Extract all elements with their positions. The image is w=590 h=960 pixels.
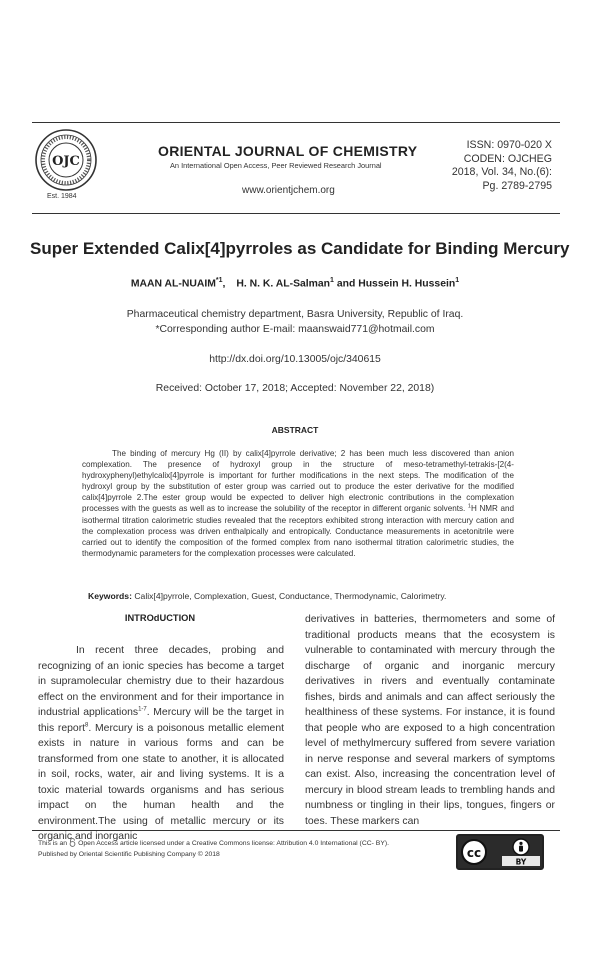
corresponding-author: *Corresponding author E-mail: maanswaid771@hotmail.com	[155, 324, 435, 335]
license-text: Open Access article licensed under a Creative Commons license: Attribution 4.0 International (CC- BY).	[78, 840, 390, 847]
journal-title: ORIENTAL JOURNAL OF CHEMISTRY	[158, 143, 418, 159]
doi-link[interactable]: http://dx.doi.org/10.13005/ojc/340615	[209, 354, 381, 365]
abstract-text: The binding of mercury Hg (II) by calix[4]pyrrole derivative; 2 has been much less discovered than anion complexation. The presence of hydroxyl group in the structure of meso-tetramethyl-tetrakis-[2(4-hydroxyphenyl)ethylcalix[4]pyrrole is important for further modifications in the next steps. The modification of the hydroxyl group by the substitution of ester group was carried out to produce the ester derivative for the modified calix[4]pyrrole 2.The ester group would be expected to deliver high electronic contributions in the complexation processes with the guests as well as to increase the solubility of the receptor in different organic solvents. $^1$H NMR and isothermal titration calorimetric studies revealed that the receptors exhibited strong interaction with mercury cation and the complexation process was driven enthalpically and entropically. Conductance measurements in acetonitrile were carried out to identify the composition of the formed complex from nano isothermal titration calorimetric studies, the thermodynamic parameters for the complexation processes were calculated.	[82, 449, 515, 558]
coden: CODEN: OJCHEG	[463, 152, 552, 165]
cc-logo-text: cc	[466, 846, 482, 860]
abstract-heading: ABSTRACT	[271, 425, 319, 435]
keywords	[88, 591, 528, 601]
license-text-pre: This is an	[38, 840, 68, 847]
header-top-rule	[32, 122, 560, 123]
keywords-text: Calix[4]pyrrole, Complexation, Guest, Conductance, Thermodynamic, Calorimetry.	[134, 591, 447, 601]
body-column-left: In recent three decades, probing and recognizing of an ionic species has become a target in supramolecular chemistry due to their hazardous effect on the environment and for their importance in industrial applications$^{1-7}$. Mercury will be the target in this report$^8$. Mercury is a poisonous metallic element exists in nature in various forms and can be transformed from one state to another, it is allocated in soil, rocks, water, air and living systems. It is a toxic material towards organisms and has serious impact on the human health and the environment.The using of metallic mercury or its organic and inorganic	[38, 645, 284, 842]
footer-rule	[32, 830, 560, 831]
publisher-line: Published by Oriental Scientific Publishing Company © 2018	[38, 851, 220, 858]
issn: ISSN: 0970-020 X	[466, 139, 552, 151]
paper-title: Super Extended Calix[4]pyrroles as Candidate for Binding Mercury	[30, 239, 570, 258]
author-conjunction: and	[336, 278, 356, 290]
journal-info	[402, 139, 552, 193]
logo-text: OJC	[52, 154, 80, 169]
header-bottom-rule	[32, 213, 560, 214]
received-accepted-dates: Received: October 17, 2018; Accepted: November 22, 2018)	[155, 383, 435, 394]
license-footer	[38, 838, 438, 860]
author-name: Hussein H. Hussein	[358, 278, 456, 290]
author-affil-mark: *1	[215, 277, 223, 284]
cc-by-license-badge[interactable]	[456, 834, 544, 870]
body-column-right: derivatives in batteries, thermometers and some of traditional products means that the ecosystem is vulnerable to contaminated with mercury through the discharge of organic and inorganic mercury derivatives in rivers and eventually contaminate fishes, birds and animals and can affect seriously the healthiness of these systems. For instance, it is found that people who are exposed to a high concentration level of methylmercury suffered from severe variation in nerve response and several markers of symptoms can exist. Also, increasing the concentration level of mercury in blood stream leads to trembling hands and numbness or tingling in their lips, tongues, fingers or toes. These markers can	[305, 614, 555, 827]
author-name: MAAN AL-NUAIM	[130, 278, 216, 290]
introduction-heading: INTROdUCTION	[124, 613, 196, 623]
journal-logo-icon	[34, 128, 98, 192]
author-affil-mark: 1	[330, 277, 334, 284]
keywords-label: Keywords:	[88, 591, 132, 601]
affiliation: Pharmaceutical chemistry department, Basra University, Republic of Iraq.	[126, 309, 464, 320]
journal-website-link[interactable]: www.orientjchem.org	[242, 185, 335, 196]
volume-issue: 2018, Vol. 34, No.(6):	[451, 166, 552, 179]
page-range: Pg. 2789-2795	[482, 179, 552, 192]
journal-subtitle: An International Open Access, Peer Reviewed Research Journal	[170, 161, 382, 170]
established-year: Est. 1984	[47, 193, 77, 200]
author-name: H. N. K. AL-Salman	[236, 278, 331, 290]
author-affil-mark: 1	[455, 277, 460, 284]
open-access-icon	[69, 838, 76, 847]
author-list: MAAN AL-NUAIM$^{*1}$, H. N. K. AL-Salman$^1$ and Hussein H. Hussein$^1$	[130, 277, 460, 290]
by-label: BY	[515, 857, 527, 867]
